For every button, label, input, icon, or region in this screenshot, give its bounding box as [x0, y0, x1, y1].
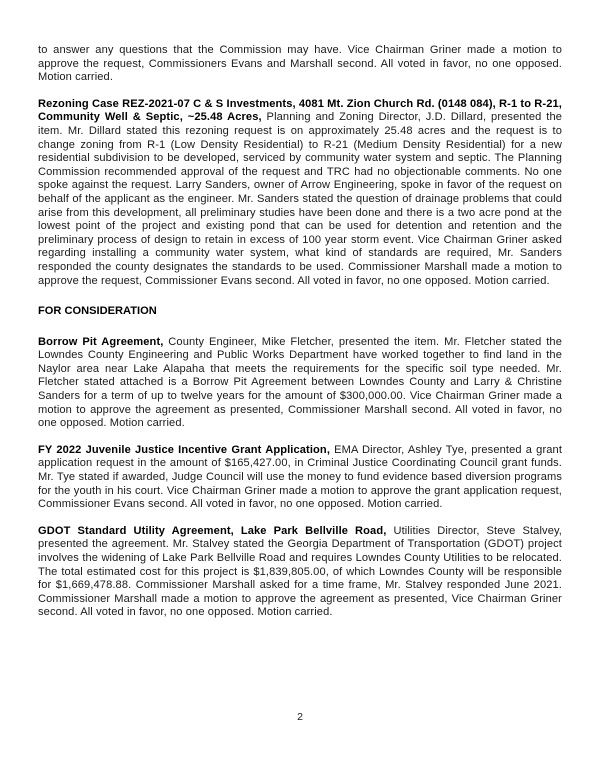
agenda-item-rezoning-title: Rezoning Case REZ-2021-07 C & S Investments, 4081 Mt. Zion Church Rd. (0148 084), R-1 to R-21, Community Well & Septic, ~25.48 Acres,	[38, 97, 562, 124]
agenda-item-rezoning-body: Planning and Zoning Director, J.D. Dillard, presented the item. Mr. Dillard stated this rezoning request is on approximately 25.48 acres and the request is to change zoning from R-1 (Low Density Residential) to R-21 (Medium Density Residential) for a new residential subdivision to be developed, serviced by community water system and septic. The Planning Commission recommended approval of the request and TRC had no objectionable comments. No one spoke against the request. Larry Sanders, owner of Arrow Engineering, spoke in favor of the request on behalf of the applicant as the engineer. Mr. Sanders stated the question of drainage problems that could arise from this development, all preliminary studies have been done and there is a two acre pond at the lowest point of the project and existing pond that can be used for detention and retention and the preliminary process of design to retain in excess of 100 year storm event. Vice Chairman Griner asked regarding installing a community water system, what kind of standards are required, Mr. Sanders responded the county designates the standards to be used. Commissioner Marshall made a motion to approve the request, Commissioner Evans second. All voted in favor, no one opposed. Motion carried.	[38, 111, 563, 287]
agenda-item-gdot-title: GDOT Standard Utility Agreement, Lake Park Bellville Road,	[38, 524, 387, 537]
agenda-item-borrow-pit-body: County Engineer, Mike Fletcher, presented the item. Mr. Fletcher stated the Lowndes County Engineering and Public Works Department have worked together to find land in the Naylor area near Lake Alapaha that meets the requirements for the specific soil type needed. Mr. Fletcher stated attached is a Borrow Pit Agreement between Lowndes County and Larry & Christine Sanders for a term of up to twelve years for the amount of $300,000.00. Vice Chairman Griner made a motion to approve the agreement as presented, Commissioner Marshall second. All voted in favor, no one opposed. Motion carried.	[38, 335, 562, 430]
agenda-item-rezoning	[38, 98, 562, 288]
agenda-item-juvenile-justice-title: FY 2022 Juvenile Justice Incentive Grant Application,	[38, 443, 331, 456]
document-body	[38, 44, 562, 620]
agenda-item-borrow-pit	[38, 336, 562, 431]
agenda-item-juvenile-justice-body: EMA Director, Ashley Tye, presented a grant application request in the amount of $165,427.00, in Criminal Justice Coordinating Council grant funds. Mr. Tye stated if awarded, Judge Council will use the money to fund evidence based diversion programs for the youth in his court. Vice Chairman Griner made a motion to approve the grant application request, Commissioner Evans second. All voted in favor, no one opposed. Motion carried.	[38, 443, 563, 511]
paragraph-continuation: to answer any questions that the Commission may have. Vice Chairman Griner made a motion to approve the request, Commissioners Evans and Marshall second. All voted in favor, no one opposed. Motion carried.	[38, 44, 562, 84]
page-number: 2	[297, 711, 303, 723]
agenda-item-gdot	[38, 525, 562, 620]
section-heading-for-consideration: FOR CONSIDERATION	[38, 305, 157, 318]
agenda-item-juvenile-justice	[38, 444, 562, 512]
agenda-item-gdot-body: Utilities Director, Steve Stalvey, presented the agreement. Mr. Stalvey stated the Georgia Department of Transportation (GDOT) project involves the widening of Lake Park Bellville Road and requires Lowndes County Utilities to be relocated. The total estimated cost for this project is $1,839,805.00, of which Lowndes County will be responsible for $1,669,478.88. Commissioner Marshall asked for a time frame, Mr. Stalvey responded June 2021. Commissioner Marshall made a motion to approve the agreement as presented, Vice Chairman Griner second. All voted in favor, no one opposed. Motion carried.	[38, 524, 563, 619]
agenda-item-borrow-pit-title: Borrow Pit Agreement,	[38, 335, 164, 348]
